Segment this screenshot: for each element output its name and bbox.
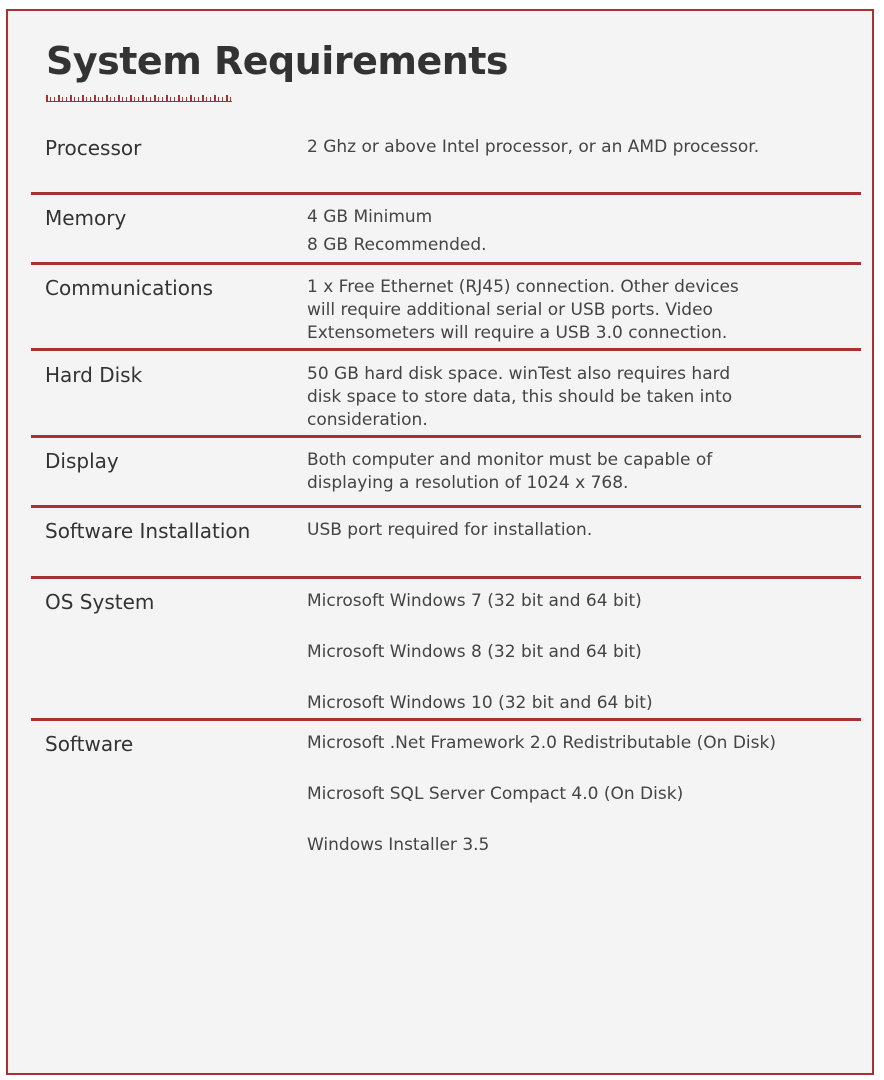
row-divider	[31, 505, 861, 508]
page-title: System Requirements	[46, 39, 509, 83]
row-value	[307, 363, 847, 432]
row-label: Communications	[45, 276, 214, 300]
value-line: disk space to store data, this should be taken into	[307, 387, 733, 407]
value-line: Microsoft .Net Framework 2.0 Redistributable (On Disk)	[307, 733, 776, 753]
row-value	[307, 732, 847, 871]
requirements-panel	[6, 9, 874, 1075]
value-line: displaying a resolution of 1024 x 768.	[307, 473, 629, 493]
row-value	[307, 449, 847, 495]
value-line: Both computer and monitor must be capable of	[307, 450, 713, 470]
value-line: 2 Ghz or above Intel processor, or an AMD processor.	[307, 137, 760, 157]
value-line: Microsoft Windows 7 (32 bit and 64 bit)	[307, 591, 642, 611]
value-line: Microsoft SQL Server Compact 4.0 (On Disk)	[307, 784, 684, 804]
row-value	[307, 590, 847, 729]
value-line: Extensometers will require a USB 3.0 connection.	[307, 323, 728, 343]
value-line: consideration.	[307, 410, 428, 430]
row-divider	[31, 435, 861, 438]
value-line: 8 GB Recommended.	[307, 235, 487, 255]
row-label: Display	[45, 449, 119, 473]
row-label: Hard Disk	[45, 363, 143, 387]
value-line: will require additional serial or USB ports. Video	[307, 300, 713, 320]
row-divider	[31, 192, 861, 195]
value-line: Microsoft Windows 8 (32 bit and 64 bit)	[307, 642, 642, 662]
row-value	[307, 136, 847, 159]
row-value	[307, 519, 847, 542]
row-label: Software	[45, 732, 134, 756]
row-label: Software Installation	[45, 519, 251, 543]
row-divider	[31, 262, 861, 265]
row-value	[307, 206, 847, 259]
row-value	[307, 276, 847, 345]
value-line: USB port required for installation.	[307, 520, 593, 540]
value-line: Microsoft Windows 10 (32 bit and 64 bit)	[307, 693, 653, 713]
row-label: Processor	[45, 136, 142, 160]
value-line: 50 GB hard disk space. winTest also requires hard	[307, 364, 731, 384]
title-underline	[46, 95, 232, 102]
value-line: Windows Installer 3.5	[307, 835, 490, 855]
value-line: 4 GB Minimum	[307, 207, 433, 227]
row-label: Memory	[45, 206, 127, 230]
row-divider	[31, 348, 861, 351]
row-label: OS System	[45, 590, 155, 614]
value-line: 1 x Free Ethernet (RJ45) connection. Other devices	[307, 277, 739, 297]
